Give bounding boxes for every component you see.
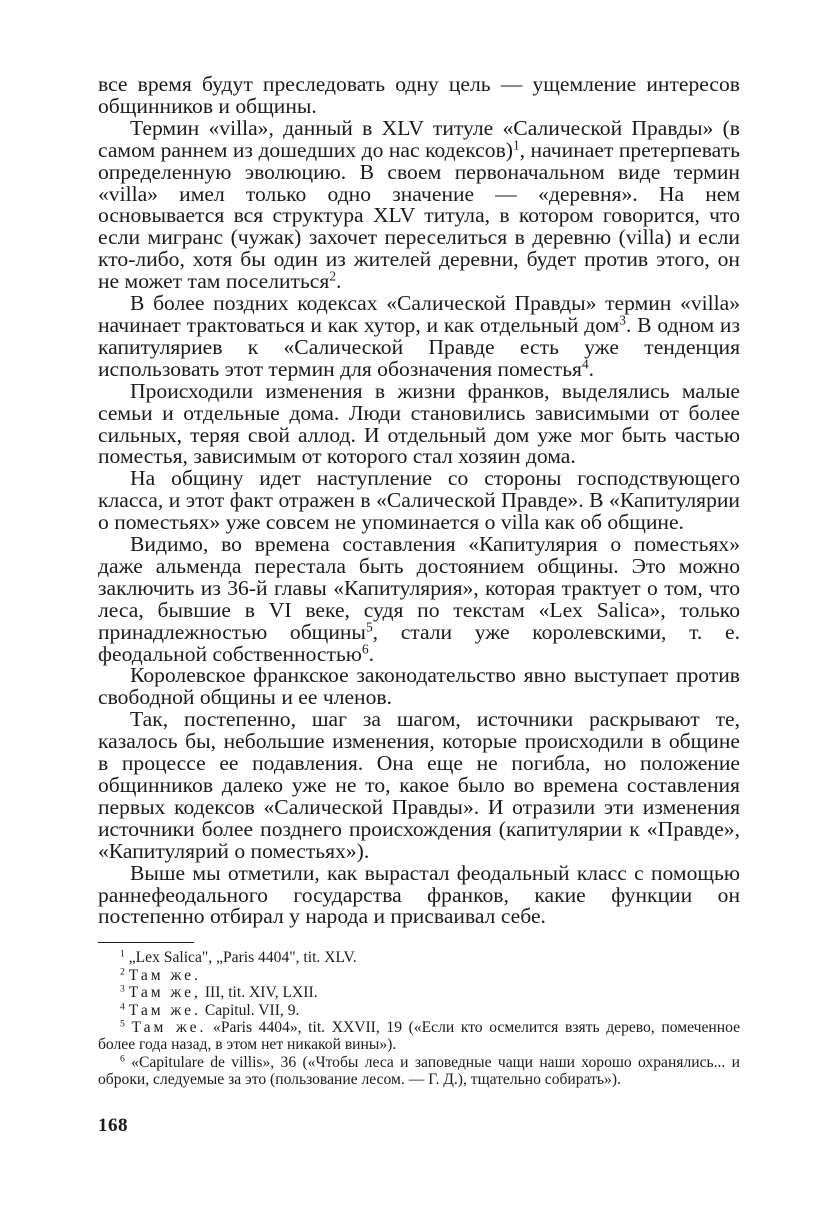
footnote-4: $^4$ Там же. Capitul. VII, 9.	[120, 1001, 300, 1019]
paragraph-6: Видимо, во времена составления «Капитулярия о поместьях» даже альменда перестала быть достоянием общины. Это можно заключить из 36-й главы «Капитулярия», которая трактует о том, что леса, бывшие в VI веке, судя по текстам «Lex Salica», только принадлежностью общины$^5$, стали уже королевскими, т. е. феодальной собственностью$^6$.	[98, 532, 740, 666]
footnote-mark-3: 3	[120, 983, 125, 995]
footnote-ref-5[interactable]: 5	[365, 619, 373, 635]
paragraph-2: Термин «villa», данный в XLV титуле «Салической Правды» (в самом раннем из дошедших до нас кодексов)$^1$, начинает претерпевать определенную эволюцию. В своем первоначальном виде термин «villa» имел только одно значение — «деревня». На нем основывается вся структура XLV титула, в котором говорится, что если мигранс (чужак) захочет переселиться в деревню (villa) и если кто-либо, хотя бы один из жителей деревни, будет против этого, он не может там поселиться$^2$.	[98, 115, 740, 294]
page-number: 168	[98, 1115, 128, 1136]
paragraph-9: Выше мы отметили, как вырастал феодальный класс с помощью раннефеодального государства франков, какие функции он постепенно отбирал у народа и присваивал себе.	[98, 860, 740, 929]
footnote-mark-2: 2	[120, 966, 125, 978]
footnote-1: $^1$ „Lex Salica", „Paris 4404", tit. XLV.	[120, 949, 357, 967]
footnote-ref-6[interactable]: 6	[361, 641, 369, 657]
footnote-mark-5: 5	[120, 1018, 125, 1030]
paragraph-4: Происходили изменения в жизни франков, выделялись малые семьи и отдельные дома. Люди становились зависимыми от более сильных, теряя свой аллод. И отдельный дом уже мог быть частью поместья, зависимым от которого стал хозяин дома.	[98, 378, 740, 469]
paragraph-5: На общину идет наступление со стороны господствующего класса, и этот факт отражен в «Салической Правде». В «Капитулярии о поместьях» уже совсем не упоминается о villa как об общине.	[98, 466, 740, 535]
footnote-mark-6: 6	[120, 1053, 125, 1065]
footnote-ref-2[interactable]: 2	[329, 268, 337, 284]
page-content	[98, 74, 740, 1089]
footnote-ref-3[interactable]: 3	[619, 312, 626, 328]
footnote-ref-1[interactable]: 1	[512, 137, 520, 153]
footnote-divider	[98, 942, 194, 943]
footnote-2: $^2$ Там же.	[120, 966, 201, 984]
footnote-mark-1: 1	[120, 949, 125, 961]
paragraph-7: Королевское франкское законодательство явно выступает против свободной общины и ее членов.	[98, 663, 740, 710]
paragraph-1: все время будут преследовать одну цель — ущемление интересов общинников и общины.	[98, 72, 740, 118]
footnote-5: $^5$ Там же. «Paris 4404», tit. XXVII, 19 («Если кто осмелится взять дерево, помеченное более года назад, в этом нет никакой вины»).	[98, 1018, 740, 1054]
paragraph-3: В более поздних кодексах «Салической Правды» термин «villa» начинает трактоваться и как хутор, и как отдельный дом$^3$. В одном из капитуляриев к «Салической Правде есть уже тенденция использовать этот термин для обозначения поместья$^4$.	[98, 291, 740, 381]
footnote-6: $^6$ «Capitulare de villis», 36 («Чтобы леса и заповедные чащи наши хорошо охранялись... и оброки, следуемые за это (пользование лесом. — Г. Д.), тщательно собирать»).	[98, 1053, 740, 1089]
footnote-ref-4[interactable]: 4	[581, 356, 589, 372]
footnote-mark-4: 4	[120, 1001, 125, 1013]
footnote-3: $^3$ Там же, III, tit. XIV, LXII.	[120, 983, 318, 1002]
paragraph-8: Так, постепенно, шаг за шагом, источники раскрывают те, казалось бы, небольшие изменения, которые происходили в общине в процессе ее подавления. Она еще не погибла, но положение общинников далеко уже не то, какое было во времена составления первых кодексов «Салической Правды». И отразили эти изменения источники более позднего происхождения (капитулярии к «Правде», «Капитулярий о поместьях»).	[98, 707, 740, 863]
